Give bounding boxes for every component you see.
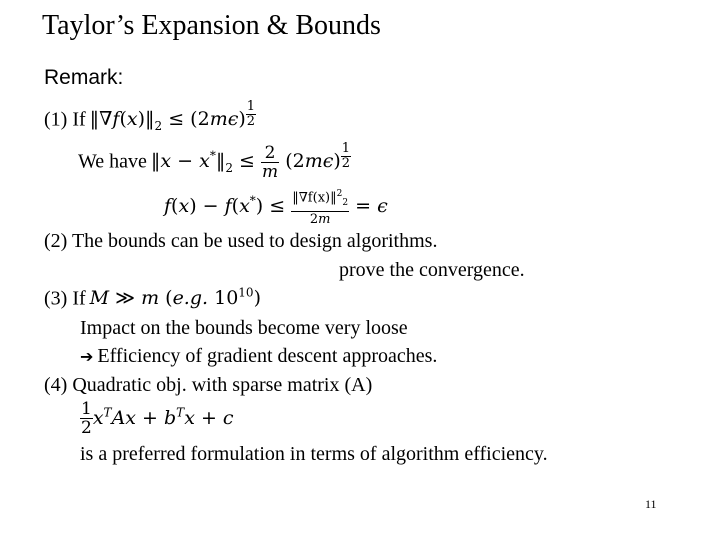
- slide-title: Taylor’s Expansion & Bounds: [42, 10, 381, 41]
- item3-condition-line: [44, 286, 261, 310]
- item4-line3: is a preferred formulation in terms of algorithm efficiency.: [80, 443, 548, 465]
- item1-condition-line: [44, 100, 256, 133]
- item4-line1: (4) Quadratic obj. with sparse matrix (A): [44, 374, 373, 396]
- page-number: 11: [645, 497, 657, 511]
- we-have-text: We have: [78, 150, 147, 173]
- item2-line2: prove the convergence.: [339, 259, 525, 281]
- remark-heading: Remark:: [44, 66, 124, 89]
- item3-line3: Efficiency of gradient descent approaches.: [97, 345, 438, 367]
- item3-line2: Impact on the bounds become very loose: [80, 317, 408, 339]
- item3-condition-formula: M ≫ m (e.g. $10^{10}$): [89, 286, 261, 310]
- item1-bound-f-formula: f(x) − f(x*) ≤ $\frac{‖\nabla f(x)‖^2_2}{2m}$ = ϵ: [164, 186, 388, 228]
- item3-line3-row: [80, 345, 437, 368]
- item1-label: (1) If: [44, 108, 86, 131]
- item1-condition-formula: $‖\nabla f(x)‖_2 \le (2m\epsilon)$ $^{\frac{1}{2}}$: [89, 99, 256, 134]
- right-arrow-icon: ➔: [80, 347, 94, 366]
- item2-line1: (2) The bounds can be used to design algorithms.: [44, 230, 438, 252]
- item4-formula: $\frac{1}{2}$ $x^TAx + b^Tx + c$: [81, 399, 234, 438]
- item1-bound-x-line: [78, 142, 351, 181]
- item1-bound-x-formula: ‖x − $x^*‖_2$ ≤ $\frac{2}{m}$ (2mϵ) $^{\frac{1}{2}}$: [150, 141, 351, 182]
- item3-label: (3) If: [44, 287, 86, 310]
